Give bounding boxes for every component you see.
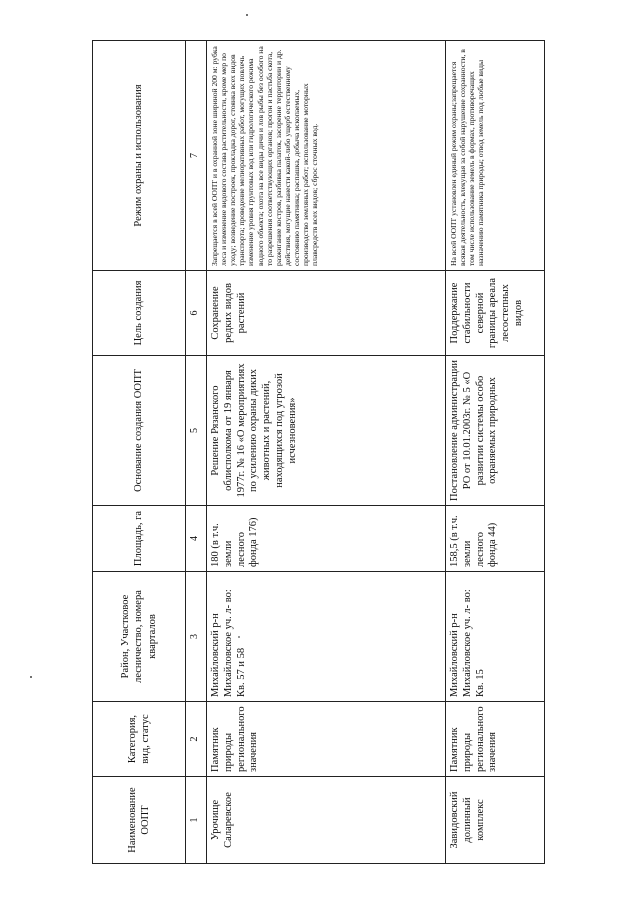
column-number: 1	[186, 777, 207, 864]
scan-speck	[238, 636, 240, 638]
oopt-category: Памятник природы регионального значения	[207, 702, 446, 777]
oopt-location: Михайловский р-н Михайловское уч. л- во: Кв. 57 и 58	[207, 572, 446, 702]
header-purpose: Цель создания	[93, 271, 186, 356]
column-number: 6	[186, 271, 207, 356]
header-regime: Режим охраны и использования	[93, 41, 186, 271]
oopt-regime: Запрещается в всей ООПТ и в охранной зоне шириной 200 м: рубка леса и изменение видового состава растительности, кроме мер по уходу; возведение построек, прокладка дорог, стоянка всех видов транспорта; проведение мелиоративных работ, могущих повлечь изменение уровня грунтовых вод или гидрологического режима водного объекта; охота на все виды дичи и лов рыбы без особого на то разрешения соответствующих органов; прогон и пастьба скота, разжигание костров, разбивка палаток, засорение территории и др. действия, могущие нанести какой-либо ущерб естественному состоянию памятника; распашка, добыча ископаемых, производство земляных работ; использование моторных плавсредств всех видов; сброс сточных вод.	[207, 41, 446, 271]
header-category: Категория, вид, статус	[93, 702, 186, 777]
header-area: Площадь, га	[93, 506, 186, 572]
header-name: Наименование ООПТ	[93, 777, 186, 864]
oopt-area: 158,5 (в т.ч. земли лесного фонда 44)	[446, 506, 545, 572]
table-row	[446, 41, 545, 864]
oopt-regime: На всей ООПТ установлен единый режим охраны;запрещается всякая деятельность, влекущая за собой нарушение сохранности, в том числе использование земель в формах, противоречащих назначению памятника природы; отвод земель под любые виды	[446, 41, 545, 271]
header-row	[93, 41, 186, 864]
scan-speck	[246, 14, 248, 16]
oopt-area: 180 (в т.ч. земли лесного фонда 176)	[207, 506, 446, 572]
oopt-basis: Решение Рязанского облисполкома от 19 января 1977г. № 16 «О мероприятиях по усилению охраны диких животных и растений, находящихся под угрозой исчезновения»	[207, 356, 446, 506]
rotated-page	[92, 41, 547, 864]
column-number: 2	[186, 702, 207, 777]
column-number: 5	[186, 356, 207, 506]
oopt-purpose: Сохранение редких видов растений	[207, 271, 446, 356]
oopt-location: Михайловский р-н Михайловское уч. л- во: Кв. 15	[446, 572, 545, 702]
scan-speck	[30, 676, 32, 678]
header-location: Район, Участковое лесничество, номера кварталов	[93, 572, 186, 702]
table-row	[207, 41, 446, 864]
oopt-name: Завидовский долинный комплекс	[446, 777, 545, 864]
column-number: 4	[186, 506, 207, 572]
oopt-name: Урочище Саларевское	[207, 777, 446, 864]
oopt-purpose: Поддержание стабильности северной границы ареала лесостепных видов	[446, 271, 545, 356]
header-basis: Основание создания ООПТ	[93, 356, 186, 506]
oopt-category: Памятник природы регионального значения	[446, 702, 545, 777]
oopt-table	[92, 40, 545, 864]
oopt-basis: Постановление администрации РО от 10.01.2003г. № 5 «О развитии системы особо охраняемых природных	[446, 356, 545, 506]
column-number: 3	[186, 572, 207, 702]
column-number: 7	[186, 41, 207, 271]
column-number-row	[186, 41, 207, 864]
